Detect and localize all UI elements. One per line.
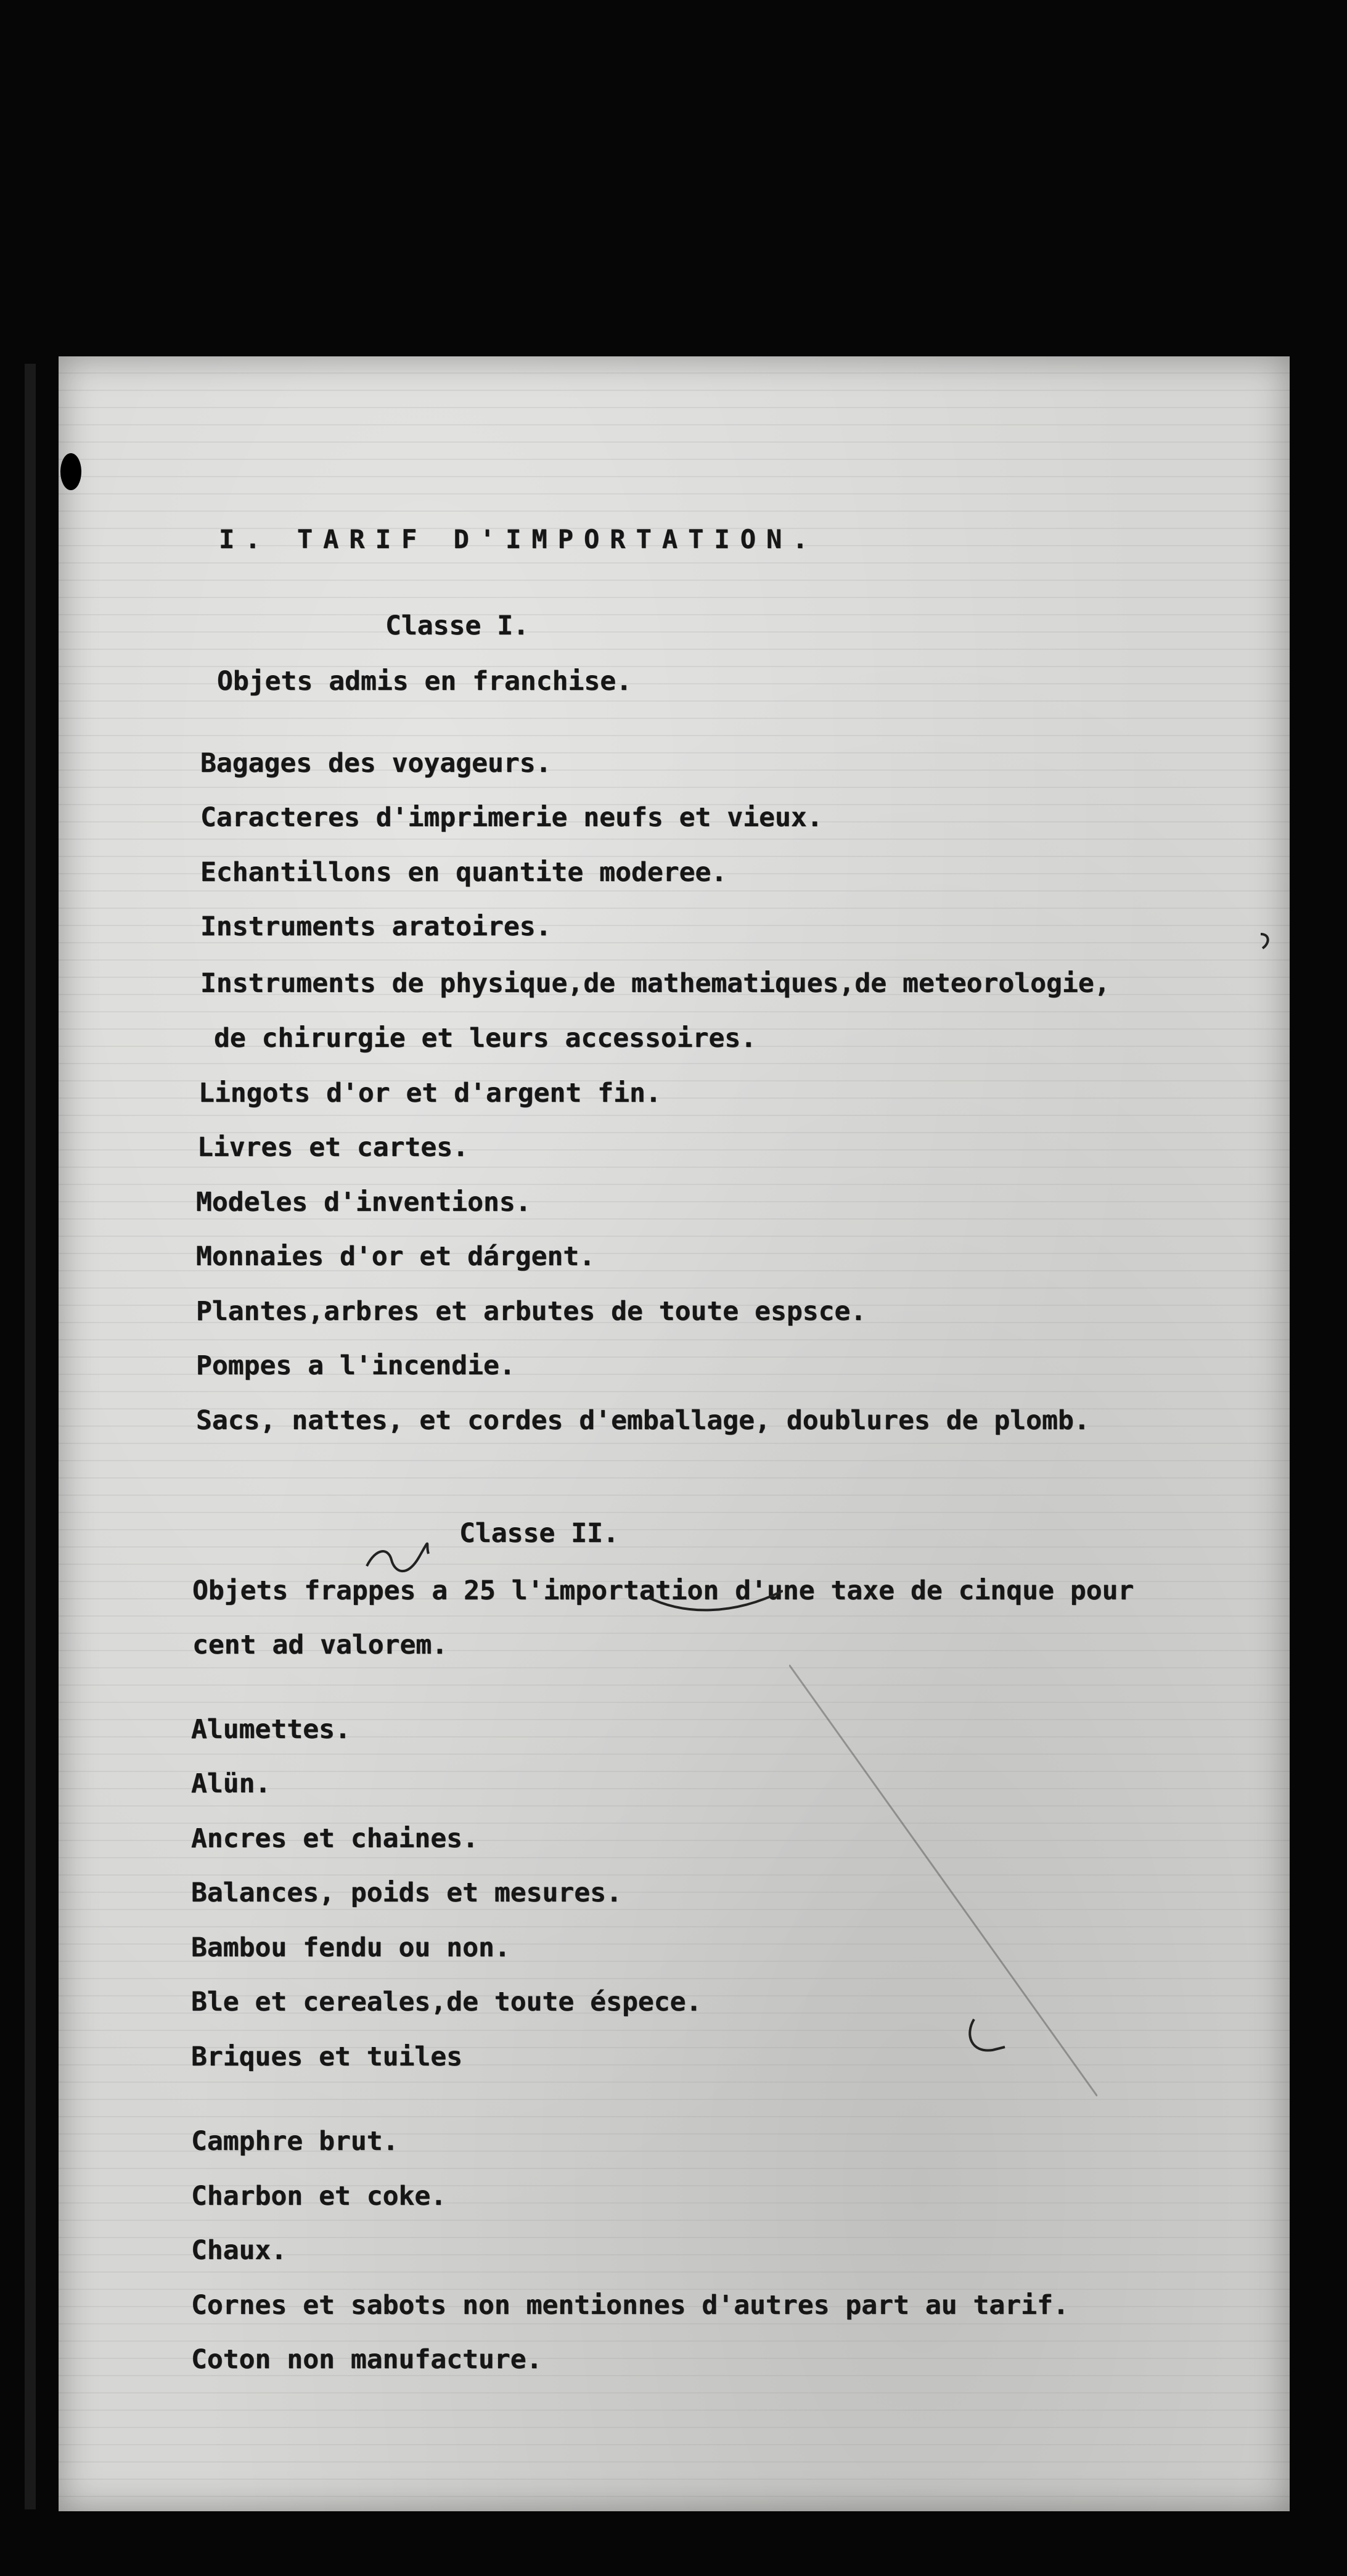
class1-subheading: Objets admis en franchise.	[217, 666, 633, 697]
punch-hole	[60, 453, 81, 490]
class2-item: Ble et cereales,de toute éspece.	[191, 1987, 702, 2017]
class1-item: Modeles d'inventions.	[196, 1187, 531, 1218]
class1-item: Pompes a l'incendie.	[196, 1350, 515, 1381]
class2-item: Chaux.	[191, 2235, 287, 2266]
film-edge-strip	[25, 364, 36, 2509]
class2-item: Cornes et sabots non mentionnes d'autres part au tarif.	[191, 2290, 1069, 2321]
class1-item-continuation: de chirurgie et leurs accessoires.	[214, 1023, 757, 1054]
class1-item: Lingots d'or et d'argent fin.	[199, 1078, 661, 1109]
class2-item: Bambou fendu ou non.	[191, 1932, 510, 1963]
class1-item: Instruments aratoires.	[200, 911, 552, 942]
class1-item: Echantillons en quantite moderee.	[200, 857, 727, 888]
class1-item: Monnaies d'or et dárgent.	[196, 1241, 596, 1272]
page-title: I. TARIF D'IMPORTATION.	[219, 524, 819, 554]
class1-item: Caracteres d'imprimerie neufs et vieux.	[200, 802, 823, 833]
class1-item: Bagages des voyageurs.	[200, 748, 552, 779]
class1-item: Sacs, nattes, et cordes d'emballage, doublures de plomb.	[196, 1405, 1090, 1436]
class2-item: Alumettes.	[191, 1714, 351, 1745]
class2-item: Charbon et coke.	[191, 2181, 447, 2212]
class2-item: Alün.	[191, 1768, 271, 1799]
class2-description-line: Objets frappes a 25 l'importation d'une taxe de cinque pour	[192, 1575, 1134, 1606]
class2-item: Briques et tuiles	[191, 2041, 463, 2072]
class1-item: Livres et cartes.	[197, 1132, 469, 1163]
class2-item: Coton non manufacture.	[191, 2344, 542, 2375]
class2-item: Ancres et chaines.	[191, 1823, 478, 1854]
class1-item: Instruments de physique,de mathematiques,de meteorologie,	[200, 968, 1110, 999]
class1-heading: Classe I.	[385, 610, 529, 641]
class2-heading: Classe II.	[459, 1518, 619, 1549]
class1-item: Plantes,arbres et arbutes de toute espsce.	[196, 1296, 867, 1327]
class2-item: Camphre brut.	[191, 2126, 399, 2157]
class2-description-line: cent ad valorem.	[192, 1630, 448, 1660]
class2-item: Balances, poids et mesures.	[191, 1877, 622, 1908]
